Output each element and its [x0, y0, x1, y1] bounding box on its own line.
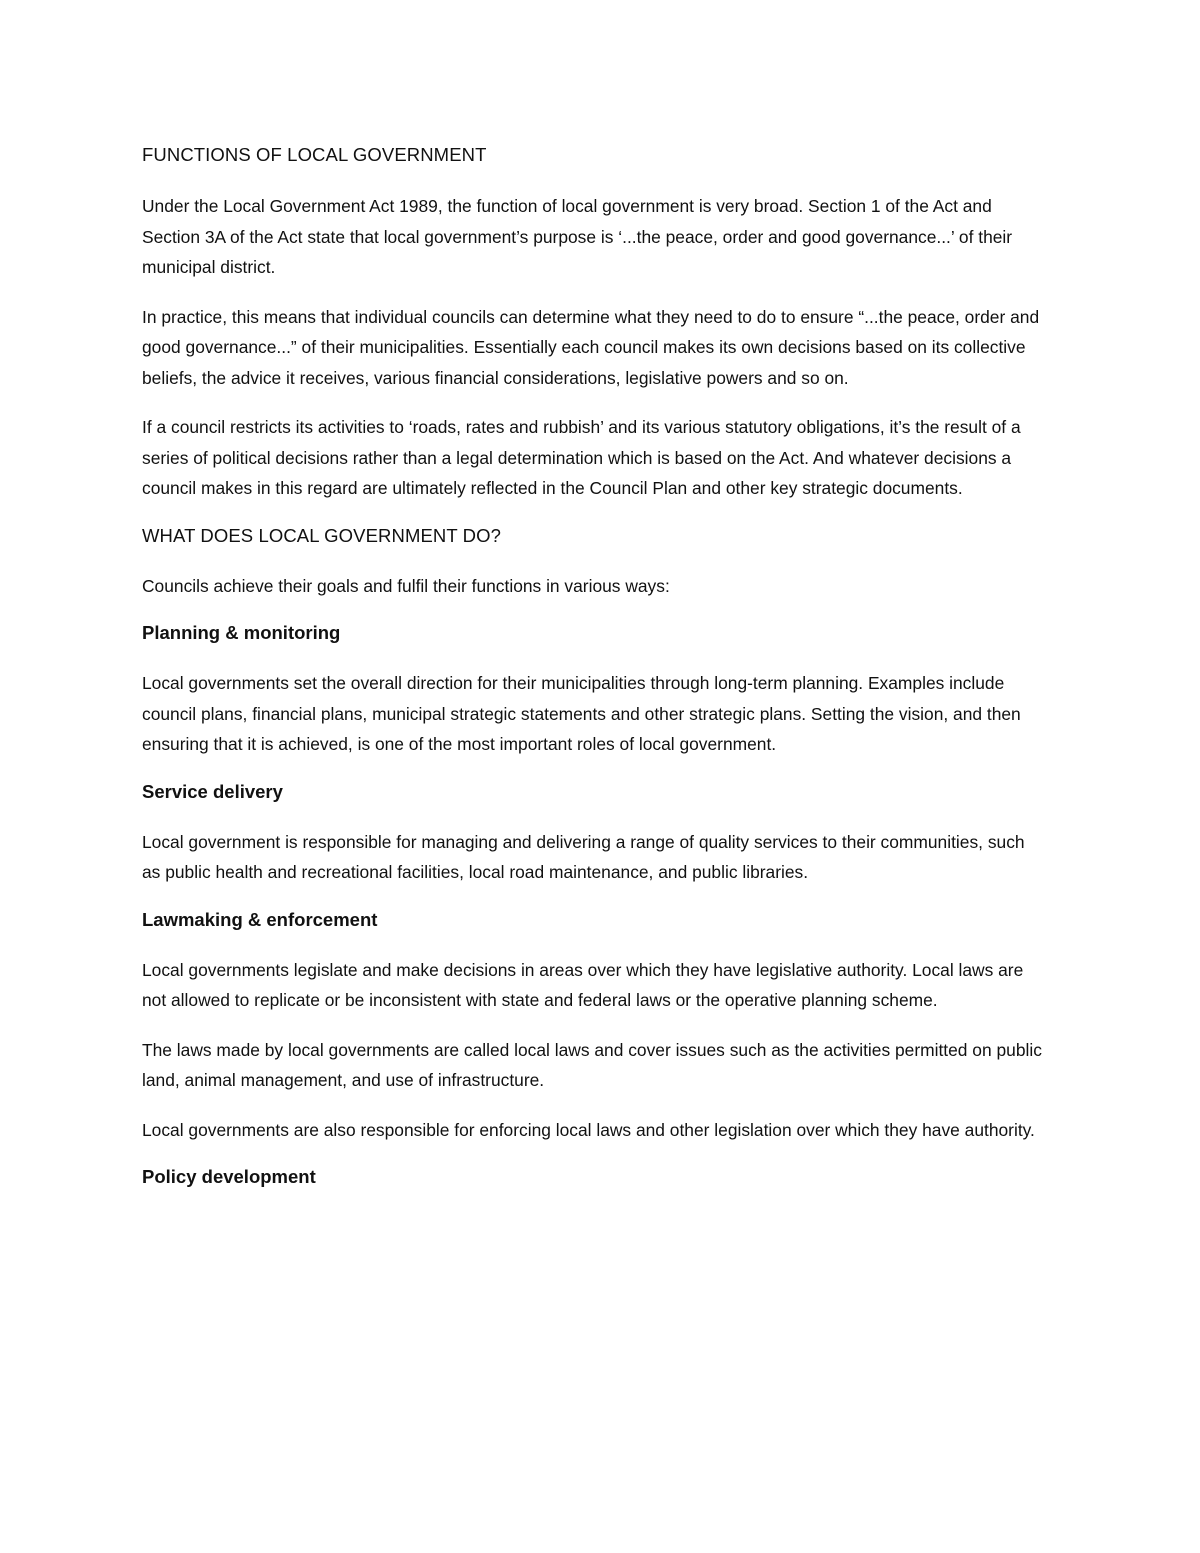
section-title: WHAT DOES LOCAL GOVERNMENT DO? — [142, 524, 502, 546]
subsection-heading-planning: Planning & monitoring — [142, 622, 341, 643]
intro-paragraph: In practice, this means that individual councils can determine what they need to do to ensure “...the peace, order and good governance...” of their municipalities. Essentially each council makes its own decisions based on its collective beliefs, the advice it receives, various financial considerations, legislative powers and so on. — [142, 306, 1040, 388]
document-page — [142, 142, 1047, 1212]
subsection-paragraph: Local governments are also responsible for enforcing local laws and other legislation over which they have authority. — [142, 1119, 1035, 1140]
subsection-paragraph: Local governments legislate and make decisions in areas over which they have legislative authority. Local laws are not allowed to replicate or be inconsistent with state and federal laws or the operative planning scheme. — [142, 959, 1024, 1010]
subsection-heading-lawmaking: Lawmaking & enforcement — [142, 908, 378, 930]
subsection-heading-policy: Policy development — [142, 1166, 316, 1187]
subsection-paragraph: Local government is responsible for managing and delivering a range of quality services to their communities, such as public health and recreational facilities, local road maintenance, and public libraries. — [142, 831, 1025, 882]
document-title: FUNCTIONS OF LOCAL GOVERNMENT — [142, 144, 487, 165]
subsection-heading-service-delivery: Service delivery — [142, 780, 283, 802]
intro-paragraph: Under the Local Government Act 1989, the function of local government is very broad. Section 1 of the Act and Section 3A of the Act state that local government’s purpose is ‘...the peace, order and good governance...’ of their municipal district. — [142, 196, 1013, 277]
section-intro: Councils achieve their goals and fulfil their functions in various ways: — [142, 575, 670, 596]
subsection-paragraph: The laws made by local governments are called local laws and cover issues such as the activities permitted on public land, animal management, and use of infrastructure. — [142, 1039, 1042, 1090]
subsection-paragraph: Local governments set the overall direction for their municipalities through long-term planning. Examples include council plans, financial plans, municipal strategic statements and other strategic plans. Setting the vision, and then ensuring that it is achieved, is one of the most important roles of local government. — [142, 673, 1021, 754]
intro-paragraph: If a council restricts its activities to ‘roads, rates and rubbish’ and its various statutory obligations, it’s the result of a series of political decisions rather than a legal determination which is based on the Act. And whatever decisions a council makes in this regard are ultimately reflected in the Council Plan and other key strategic documents. — [142, 417, 1021, 498]
